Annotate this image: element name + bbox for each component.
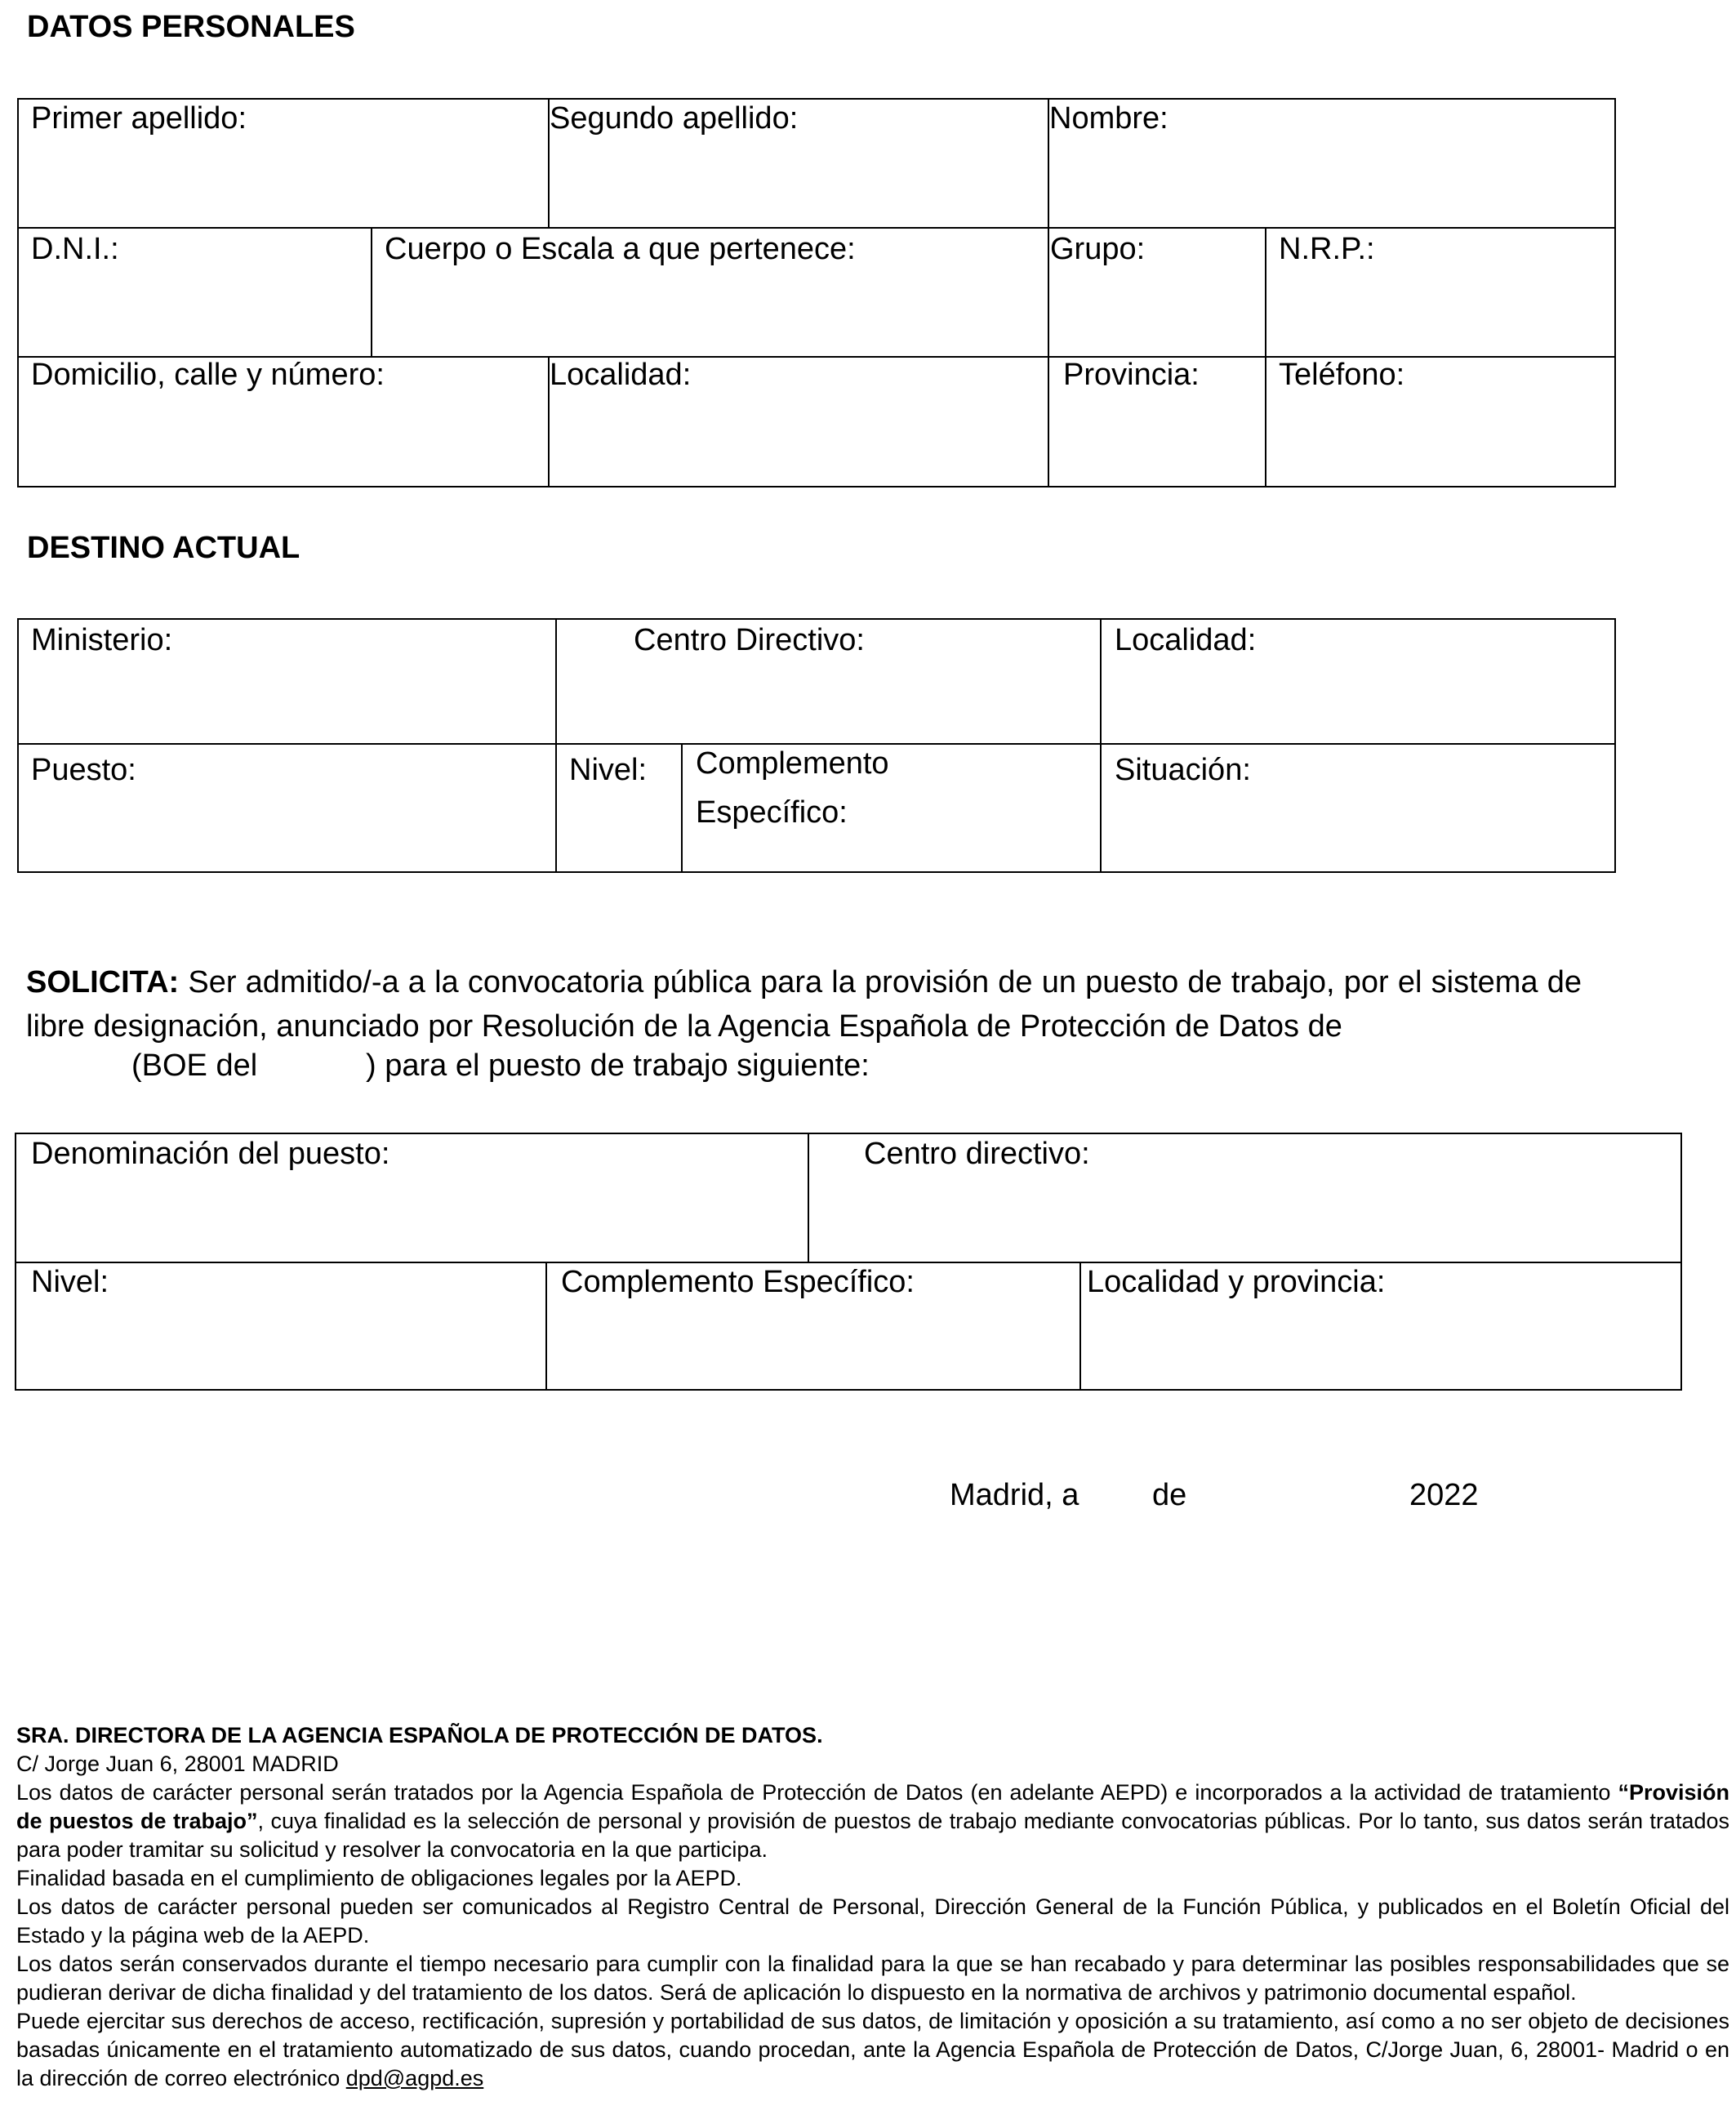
- footer-legal: [16, 1721, 1729, 2093]
- footer-p1-text-end: , cuya finalidad es la selección de personal y provisión de puestos de trabajo mediante convocatorias públicas. Por lo tanto, sus datos serán tratados para poder tramitar su solicitud y resolver la convocatoria en la que participa.: [16, 1809, 1729, 1862]
- divider: [1100, 618, 1102, 873]
- field-primer-apellido[interactable]: Primer apellido:: [31, 101, 247, 136]
- footer-p5-text: Puede ejercitar sus derechos de acceso, rectificación, supresión y portabilidad de sus datos, de limitación y oposición a su tratamiento, así como a no ser objeto de decisiones basadas únicamente en el tratamiento automatizado de sus datos, cuando procedan, ante la Agencia Española de Protección de Datos, C/Jorge Juan, 6, 28001- Madrid o en la dirección de correo electrónico: [16, 2009, 1729, 2090]
- solicita-label: SOLICITA:: [26, 965, 180, 999]
- field-domicilio[interactable]: Domicilio, calle y número:: [31, 358, 385, 392]
- field-segundo-apellido[interactable]: Segundo apellido:: [550, 101, 799, 136]
- field-nivel[interactable]: Nivel:: [569, 753, 648, 787]
- footer-paragraph-1: [16, 1779, 1729, 1864]
- field-situacion[interactable]: Situación:: [1115, 753, 1251, 787]
- solicita-paragraph: [26, 960, 1582, 1048]
- email-link[interactable]: dpd@agpd.es: [345, 2066, 484, 2090]
- field-puesto[interactable]: Puesto:: [31, 753, 136, 787]
- section-title-personal: DATOS PERSONALES: [27, 10, 355, 44]
- field-nivel-puesto[interactable]: Nivel:: [31, 1265, 109, 1299]
- solicita-tail: ) para el puesto de trabajo siguiente:: [366, 1048, 870, 1083]
- date-place: Madrid, a: [950, 1478, 1079, 1512]
- footer-paragraph-2: Finalidad basada en el cumplimiento de obligaciones legales por la AEPD.: [16, 1866, 742, 1890]
- divider: [1079, 1262, 1081, 1391]
- footer-p1-activity: “Provisión de puestos de trabajo”: [16, 1780, 1729, 1833]
- field-complemento-line2: Específico:: [696, 795, 848, 830]
- field-cuerpo-escala[interactable]: Cuerpo o Escala a que pertenece:: [385, 232, 856, 266]
- divider: [681, 743, 683, 873]
- field-nrp[interactable]: N.R.P.:: [1279, 232, 1375, 266]
- divider: [808, 1133, 809, 1262]
- field-centro-directivo-puesto[interactable]: Centro directivo:: [864, 1137, 1090, 1171]
- divider: [17, 743, 1616, 745]
- footer-paragraph-5: [16, 2007, 1729, 2093]
- field-grupo[interactable]: Grupo:: [1050, 232, 1146, 266]
- divider: [545, 1262, 547, 1391]
- field-telefono[interactable]: Teléfono:: [1279, 358, 1405, 392]
- field-localidad[interactable]: Localidad:: [550, 358, 692, 392]
- section-title-destino: DESTINO ACTUAL: [27, 531, 300, 565]
- footer-address: C/ Jorge Juan 6, 28001 MADRID: [16, 1752, 339, 1776]
- solicita-boe: (BOE del: [131, 1048, 258, 1083]
- personal-data-table: [17, 98, 1616, 487]
- divider: [555, 618, 557, 873]
- field-denominacion-puesto[interactable]: Denominación del puesto:: [31, 1137, 390, 1171]
- date-year: 2022: [1409, 1478, 1479, 1512]
- field-centro-directivo[interactable]: Centro Directivo:: [634, 623, 865, 657]
- field-localidad-destino[interactable]: Localidad:: [1115, 623, 1257, 657]
- field-localidad-provincia[interactable]: Localidad y provincia:: [1087, 1265, 1386, 1299]
- divider: [1048, 98, 1049, 487]
- footer-paragraph-4: Los datos serán conservados durante el tiempo necesario para cumplir con la finalidad para la que se han recabado y para determinar las posibles responsabilidades que se pudieran derivar de dicha finalidad y del tratamiento de los datos. Será de aplicación lo dispuesto en la normativa de archivos y patrimonio documental español.: [16, 1952, 1729, 2005]
- field-complemento-especifico[interactable]: Complemento Específico:: [561, 1265, 915, 1299]
- footer-p1-text: Los datos de carácter personal serán tratados por la Agencia Española de Protección de Datos (en adelante AEPD) e incorporados a la actividad de tratamiento: [16, 1780, 1618, 1805]
- divider: [17, 227, 1616, 229]
- solicita-text: Ser admitido/-a a la convocatoria pública para la provisión de un puesto de trabajo, por el sistema de libre designación, anunciado por Resolución de la Agencia Española de Protección de Datos de: [26, 965, 1582, 1044]
- field-complemento-line1[interactable]: Complemento: [696, 746, 889, 781]
- field-nombre[interactable]: Nombre:: [1049, 101, 1168, 136]
- divider: [15, 1262, 1682, 1263]
- date-de: de: [1152, 1478, 1187, 1512]
- field-dni[interactable]: D.N.I.:: [31, 232, 119, 266]
- footer-recipient: SRA. DIRECTORA DE LA AGENCIA ESPAÑOLA DE PROTECCIÓN DE DATOS.: [16, 1723, 823, 1747]
- divider: [1265, 227, 1266, 487]
- footer-paragraph-3: Los datos de carácter personal pueden ser comunicados al Registro Central de Personal, Dirección General de la Función Pública, y publicados en el Boletín Oficial del Estado y la página web de la AEPD.: [16, 1894, 1729, 1948]
- field-provincia[interactable]: Provincia:: [1063, 358, 1200, 392]
- divider: [371, 227, 372, 356]
- field-ministerio[interactable]: Ministerio:: [31, 623, 173, 657]
